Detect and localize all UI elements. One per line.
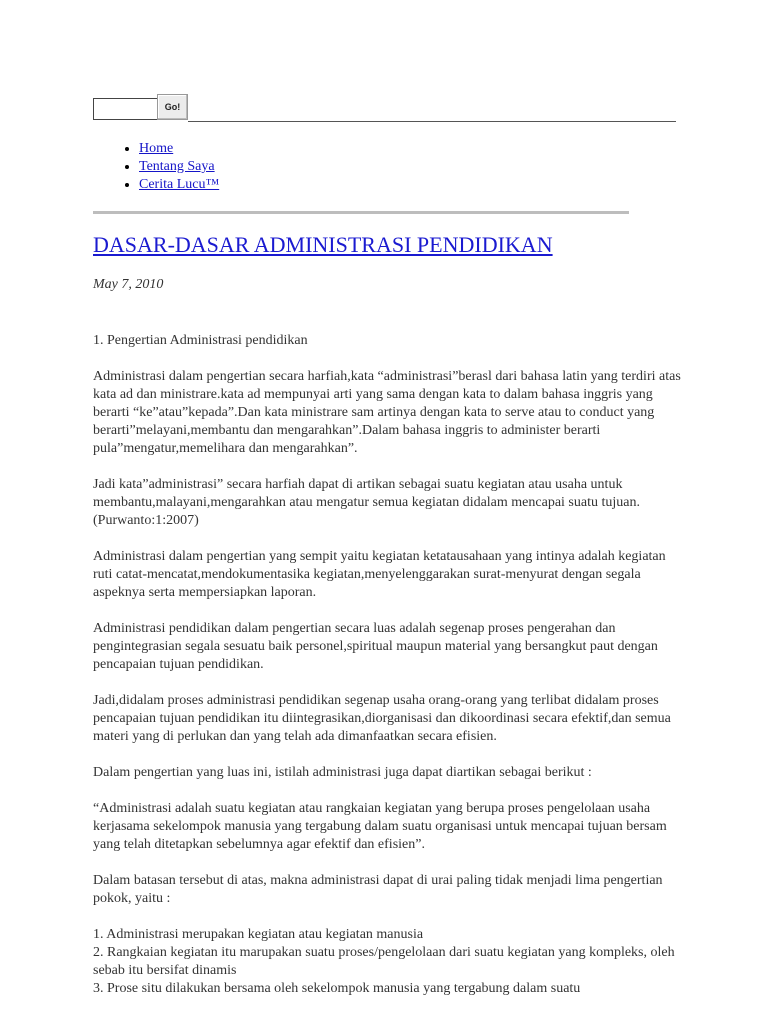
nav-item-tentang-saya: [139, 158, 219, 176]
nav-link-tentang-saya[interactable]: Tentang Saya: [139, 159, 215, 174]
paragraph: Administrasi dalam pengertian secara harfiah,kata “administrasi”berasl dari bahasa latin yang terdiri atas kata ad dan ministrare.kata ad mempunyai arti yang sama dengan kata to dalam bahasa inggris yang berarti “ke”atau”kepada”.Dan kata ministrare sam artinya dengan kata to serve atau to conduct yang berarti”melayani,membantu dan mengarahkan”.Dalam bahasa inggris to administer berarti pula”mengatur,memelihara dan mengarahkan”.: [93, 369, 681, 456]
nav-menu: [93, 140, 219, 194]
paragraph: Dalam pengertian yang luas ini, istilah administrasi juga dapat diartikan sebagai berikut :: [93, 765, 592, 780]
numbered-point: 1. Administrasi merupakan kegiatan atau kegiatan manusia: [93, 927, 424, 942]
nav-item-home: [139, 140, 219, 158]
paragraph: Dalam batasan tersebut di atas, makna administrasi dapat di urai paling tidak menjadi lima pengertian pokok, yaitu :: [93, 873, 663, 906]
numbered-point: 2. Rangkaian kegiatan itu marupakan suatu proses/pengelolaan dari suatu kegiatan yang kompleks, oleh sebab itu bersifat dinamis: [93, 945, 675, 978]
post-title: [93, 232, 553, 258]
paragraph: Administrasi dalam pengertian yang sempit yaitu kegiatan ketatausahaan yang intinya adalah kegiatan ruti catat-mencatat,mendokumentasika kegiatan,menyelenggarakan surat-menyurat dengan segala aspeknya serta mempersiapkan laporan.: [93, 549, 666, 600]
numbered-point: 3. Prose situ dilakukan bersama oleh sekelompok manusia yang tergabung dalam suatu: [93, 981, 581, 996]
paragraph: Jadi,didalam proses administrasi pendidikan segenap usaha orang-orang yang terlibat didalam proses pencapaian tujuan pendidikan itu diintegrasikan,diorganisasi dan dikoordinasi secara efektif,dan semua materi yang di perlukan dan yang telah ada dimanfaatkan secara efisien.: [93, 693, 671, 744]
go-button[interactable]: Go!: [157, 94, 188, 120]
search-input[interactable]: [93, 98, 158, 120]
nav-link-cerita-lucu[interactable]: Cerita Lucu™: [139, 177, 220, 192]
nav-link-home[interactable]: Home: [139, 141, 174, 156]
paragraph-section-heading: 1. Pengertian Administrasi pendidikan: [93, 333, 308, 348]
post-date: May 7, 2010: [93, 277, 164, 292]
post-content: [93, 332, 683, 998]
paragraph: Administrasi pendidikan dalam pengertian secara luas adalah segenap proses pengerahan dan pengintegrasian segala sesuatu baik personel,spiritual maupun material yang bersangkut paut dengan pencapaian tujuan pendidikan.: [93, 621, 658, 672]
paragraph: Jadi kata”administrasi” secara harfiah dapat di artikan sebagai suatu kegiatan atau usaha untuk membantu,malayani,mengarahkan atau mengatur semua kegiatan didalam mencapai suatu tujuan.(Purwanto:1:2007): [93, 477, 640, 528]
post-title-link[interactable]: DASAR-DASAR ADMINISTRASI PENDIDIKAN: [93, 232, 553, 257]
header-rule: [188, 121, 676, 122]
search-form: [93, 94, 676, 122]
nav-item-cerita-lucu: [139, 176, 219, 194]
nav-divider: [93, 211, 629, 214]
paragraph-quote: “Administrasi adalah suatu kegiatan atau rangkaian kegiatan yang berupa proses pengelolaan usaha kerjasama sekelompok manusia yang tergabung dalam suatu organisasi untuk mencapai tujuan bersam yang telah ditetapkan sebelumnya agar efektif dan efisien”.: [93, 801, 667, 852]
